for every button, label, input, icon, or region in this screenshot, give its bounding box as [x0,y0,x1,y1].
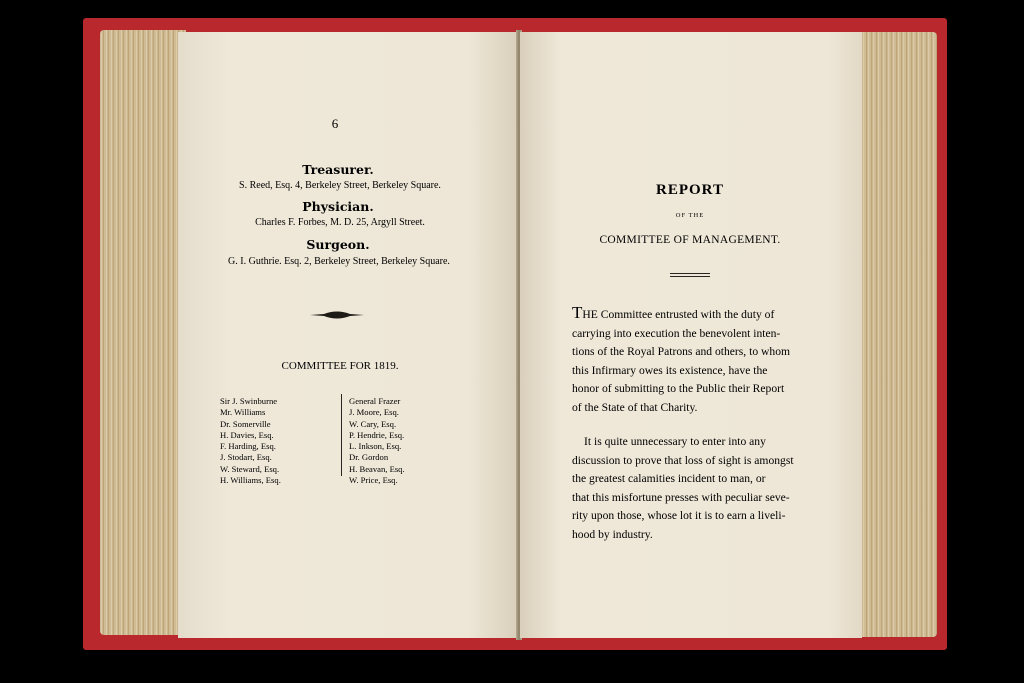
page-number: 6 [331,116,339,131]
committee-heading: COMMITTEE FOR 1819. [281,360,399,372]
paragraph-line: THE Committee entrusted with the duty of [572,303,775,322]
paragraph-line: tions of the Royal Patrons and others, to whom [572,345,791,359]
list-item: W. Cary, Esq. [349,418,397,429]
paragraph-line: carrying into execution the benevolent inten- [572,326,781,340]
list-item: J. Stodart, Esq. [220,452,272,463]
paragraph-line: rity upon those, whose lot it is to earn a liveli- [572,509,786,523]
page-edges-left [100,30,186,635]
report-subtitle: COMMITTEE OF MANAGEMENT. [599,234,781,246]
committee-list-left [220,396,335,486]
paragraph-line: discussion to prove that loss of sight is amongst [572,453,794,467]
list-item: L. Inkson, Esq. [349,441,402,452]
surgeon-text: G. I. Guthrie. Esq. 2, Berkeley Street, Berkeley Square. [228,256,450,267]
list-item: Mr. Williams [220,407,266,418]
list-item: P. Hendrie, Esq. [349,429,405,440]
list-item: F. Harding, Esq. [220,441,276,452]
paragraph-2 [572,433,814,545]
list-item: W. Price, Esq. [349,475,398,486]
paragraph-line: hood by industry. [572,527,653,541]
list-item: J. Moore, Esq. [349,407,399,418]
report-of-the: OF THE [675,212,705,219]
paragraph-line: of the State of that Charity. [572,400,698,414]
physician-text: Charles F. Forbes, M. D. 25, Argyll Street. [255,217,425,228]
list-item: H. Williams, Esq. [220,475,281,486]
committee-divider [341,394,342,476]
ornament-icon [310,310,364,320]
list-item: H. Beavan, Esq. [349,463,405,474]
list-item: H. Davies, Esq. [220,429,274,440]
dropcap: T [572,303,583,322]
paragraph-line: the greatest calamities incident to man, or [572,472,766,486]
committee-list-right [349,396,464,486]
paragraph-line: It is quite unnecessary to enter into any [584,435,766,448]
report-title: REPORT [656,182,724,198]
surgeon-heading: Surgeon. [306,237,370,252]
physician-heading: Physician. [302,199,374,214]
treasurer-heading: Treasurer. [302,162,374,177]
list-item: Dr. Somerville [220,418,271,429]
paragraph-line: this Infirmary owes its existence, have the [572,363,768,377]
treasurer-text: S. Reed, Esq. 4, Berkeley Street, Berkeley Square. [239,180,441,191]
double-rule-bottom [670,276,710,277]
list-item: Sir J. Swinburne [220,396,278,406]
list-item: General Frazer [349,396,401,406]
list-item: W. Steward, Esq. [220,463,280,474]
paragraph-line: honor of submitting to the Public their Report [572,382,785,396]
page-edges-right [855,32,937,637]
paragraph-line: that this misfortune presses with peculiar seve- [572,490,790,504]
double-rule-top [670,273,710,274]
list-item: Dr. Gordon [349,452,389,463]
paragraph-1 [572,304,814,418]
